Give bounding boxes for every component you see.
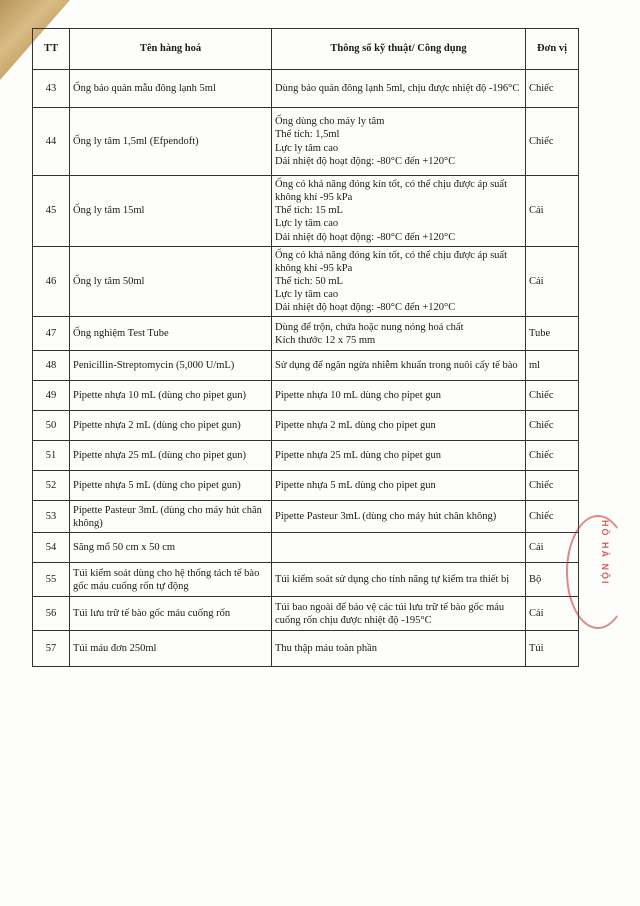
spec-line: Dải nhiệt độ hoạt động: -80°C đến +120°C [275, 155, 456, 167]
table-header-row [33, 29, 579, 70]
header-name: Tên hàng hoá [70, 29, 272, 70]
row-stt: 52 [33, 471, 70, 501]
header-spec: Thông số kỹ thuật/ Công dụng [272, 29, 526, 70]
row-spec [272, 70, 526, 108]
row-unit: Chiếc [526, 501, 579, 533]
table-row [33, 533, 579, 563]
table-row [33, 317, 579, 351]
row-name: Pipette nhựa 10 mL (dùng cho pipet gun) [70, 381, 272, 411]
row-stt: 47 [33, 317, 70, 351]
row-stt: 50 [33, 411, 70, 441]
spec-line: Túi bao ngoài để bảo vệ các túi lưu trữ tế bào gốc máu cuống rốn chịu được nhiệt độ -195°C [275, 601, 505, 626]
goods-table [32, 28, 579, 667]
row-stt: 53 [33, 501, 70, 533]
row-stt: 45 [33, 176, 70, 247]
spec-line: Lực ly tâm cao [275, 289, 339, 300]
row-unit: Chiếc [526, 411, 579, 441]
row-stt: 46 [33, 246, 70, 317]
spec-line: Túi kiểm soát sử dụng cho tính năng tự kiểm tra thiết bị [275, 574, 510, 586]
row-spec [272, 411, 526, 441]
spec-line: Kích thước 12 x 75 mm [275, 334, 376, 346]
spec-line: Thu thập máu toàn phần [275, 643, 378, 655]
row-unit: Chiếc [526, 471, 579, 501]
row-name: Pipette nhựa 25 mL (dùng cho pipet gun) [70, 441, 272, 471]
row-stt: 44 [33, 108, 70, 176]
header-stt: TT [33, 29, 70, 70]
table-row [33, 108, 579, 176]
row-stt: 43 [33, 70, 70, 108]
row-spec [272, 441, 526, 471]
row-name: Pipette nhựa 5 mL (dùng cho pipet gun) [70, 471, 272, 501]
row-stt: 48 [33, 351, 70, 381]
table-row [33, 351, 579, 381]
row-spec [272, 246, 526, 317]
row-unit: Chiếc [526, 381, 579, 411]
row-unit: Cái [526, 176, 579, 247]
spec-line: Pipette Pasteur 3mL (dùng cho máy hút chân không) [275, 511, 497, 523]
spec-line: Thể tích: 50 mL [275, 275, 343, 287]
table-row [33, 176, 579, 247]
spec-line: Lực ly tâm cao [275, 218, 339, 230]
row-stt: 54 [33, 533, 70, 563]
table-row [33, 441, 579, 471]
row-stt: 51 [33, 441, 70, 471]
row-unit: Cái [526, 597, 579, 631]
row-stt: 56 [33, 597, 70, 631]
row-spec [272, 381, 526, 411]
spec-line: Sử dụng để ngăn ngừa nhiễm khuẩn trong nuôi cấy tế bào [275, 360, 518, 372]
table-row [33, 631, 579, 667]
table-body [33, 70, 579, 667]
spec-line: Pipette nhựa 10 mL dùng cho pipet gun [275, 390, 441, 402]
row-spec [272, 471, 526, 501]
table-row [33, 471, 579, 501]
spec-line: Lực ly tâm cao [275, 142, 339, 154]
row-spec [272, 597, 526, 631]
row-spec [272, 317, 526, 351]
table-row [33, 381, 579, 411]
row-unit: Chiếc [526, 441, 579, 471]
spec-line: Thể tích: 15 mL [275, 205, 343, 217]
row-name: Săng mổ 50 cm x 50 cm [70, 533, 272, 563]
row-stt: 55 [33, 563, 70, 597]
row-unit: Cái [526, 533, 579, 563]
spec-line: Ống có khả năng đóng kín tốt, có thể chịu được áp suất không khí -95 kPa [275, 179, 507, 204]
spec-line: Pipette nhựa 5 mL dùng cho pipet gun [275, 480, 436, 492]
table-row [33, 411, 579, 441]
row-unit: Chiếc [526, 70, 579, 108]
spec-line: Dùng bảo quản đông lạnh 5ml, chịu được nhiệt độ -196°C [275, 82, 520, 94]
row-unit: Chiếc [526, 108, 579, 176]
row-unit: Cái [526, 246, 579, 317]
row-name: Túi lưu trữ tế bào gốc máu cuống rốn [70, 597, 272, 631]
row-spec [272, 631, 526, 667]
row-stt: 49 [33, 381, 70, 411]
row-name: Ống ly tâm 1,5ml (Efpendoft) [70, 108, 272, 176]
table-row [33, 246, 579, 317]
row-name: Ống ly tâm 15ml [70, 176, 272, 247]
row-spec [272, 533, 526, 563]
row-unit: Túi [526, 631, 579, 667]
row-spec [272, 351, 526, 381]
row-name: Penicillin-Streptomycin (5,000 U/mL) [70, 351, 272, 381]
red-seal-stamp [566, 515, 630, 629]
row-spec [272, 501, 526, 533]
row-name: Pipette nhựa 2 mL (dùng cho pipet gun) [70, 411, 272, 441]
spec-line: Thể tích: 1,5ml [275, 129, 340, 141]
spec-line: Pipette nhựa 2 mL dùng cho pipet gun [275, 420, 436, 432]
row-unit: Tube [526, 317, 579, 351]
row-name: Ống ly tâm 50ml [70, 246, 272, 317]
row-name: Pipette Pasteur 3mL (dùng cho máy hút chân không) [70, 501, 272, 533]
row-spec [272, 108, 526, 176]
spec-line: Dải nhiệt độ hoạt động: -80°C đến +120°C [275, 302, 456, 314]
row-unit: Bộ [526, 563, 579, 597]
row-spec [272, 563, 526, 597]
spec-line: Ống có khả năng đóng kín tốt, có thể chịu được áp suất không khí -95 kPa [275, 249, 507, 274]
stamp-text: HỒ HÀ NỘI [600, 520, 610, 586]
spec-line: Pipette nhựa 25 mL dùng cho pipet gun [275, 450, 441, 462]
row-stt: 57 [33, 631, 70, 667]
row-spec [272, 176, 526, 247]
header-unit: Đơn vị [526, 29, 579, 70]
table-row [33, 563, 579, 597]
table-row [33, 501, 579, 533]
row-name: Túi kiểm soát dùng cho hệ thống tách tế bào gốc máu cuống rốn tự động [70, 563, 272, 597]
spec-line: Dùng để trộn, chứa hoặc nung nóng hoá chất [275, 321, 464, 333]
row-unit: ml [526, 351, 579, 381]
row-name: Ống nghiệm Test Tube [70, 317, 272, 351]
spec-line: Dải nhiệt độ hoạt động: -80°C đến +120°C [275, 231, 456, 243]
table-row [33, 70, 579, 108]
row-name: Túi máu đơn 250ml [70, 631, 272, 667]
spec-line: Ống dùng cho máy ly tâm [275, 116, 385, 128]
table-row [33, 597, 579, 631]
row-name: Ống bảo quản mẫu đông lạnh 5ml [70, 70, 272, 108]
